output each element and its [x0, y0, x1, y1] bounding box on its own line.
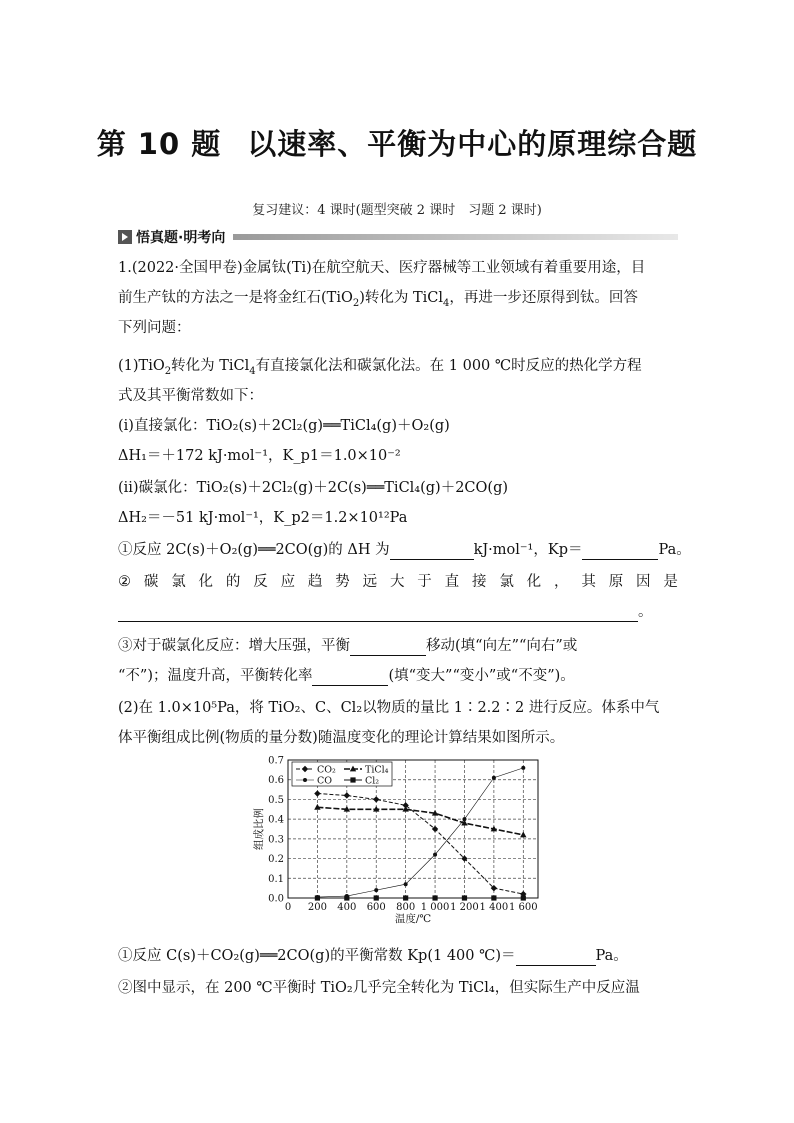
x-tick-label: 400	[337, 902, 357, 913]
y-tick-label: 0.5	[268, 794, 284, 806]
answer-blank-pressure[interactable]	[350, 639, 426, 656]
series-square-point	[403, 895, 408, 900]
y-tick-label: 0.1	[268, 873, 284, 885]
series-square-point	[315, 895, 320, 900]
spaced-char: 趋	[307, 574, 323, 590]
y-tick-label: 0.7	[268, 755, 284, 767]
part2-line2: 体平衡组成比例(物质的量分数)随温度变化的理论计算结果如图所示。	[118, 730, 565, 746]
x-tick-label: 1 600	[508, 902, 538, 913]
spaced-char: 直	[444, 574, 460, 590]
section-title: 悟真题·明考向	[136, 230, 226, 246]
section-header	[118, 226, 678, 248]
answer-blank-temperature[interactable]	[312, 669, 388, 686]
series-square-point	[344, 895, 349, 900]
series-square-point	[521, 895, 526, 900]
question-intro-line2: 前生产钛的方法之一是将金红石(TiO$_2$)转化为 TiCl$_4$，再进一步还原得到钛。回答	[118, 290, 638, 309]
answer-blank-kp[interactable]	[582, 543, 658, 560]
play-icon	[118, 230, 132, 244]
part2-line1: (2)在 1.0×10⁵Pa，将 TiO₂、C、Cl₂以物质的量比 1∶2.2∶2 进行反应。体系中气	[118, 700, 660, 716]
spaced-char: 应	[280, 574, 296, 590]
series-dot-line	[317, 768, 523, 897]
reaction2-equation: (ⅱ)碳氯化：TiO₂(s)＋2Cl₂(g)＋2C(s)══TiCl₄(g)＋2CO(g)	[118, 480, 509, 496]
chart-svg	[248, 752, 548, 936]
reaction2-enthalpy: ΔH₂＝－51 kJ·mol⁻¹，K_p2＝1.2×10¹²Pa	[118, 510, 408, 526]
answer-blank-reason[interactable]	[118, 605, 638, 622]
page-title: 第 10 题 以速率、平衡为中心的原理综合题	[96, 127, 698, 161]
spaced-char: 原	[608, 574, 624, 590]
series-dot-point	[374, 888, 378, 892]
section-rule	[233, 234, 678, 240]
y-tick-label: 0.3	[268, 834, 284, 846]
spaced-char: 化	[198, 574, 214, 590]
composition-chart	[248, 752, 548, 936]
study-suggestion: 复习建议：4 课时(题型突破 2 课时 习题 2 课时)	[252, 203, 542, 218]
spaced-char: 是	[663, 574, 678, 590]
series-triangle-point	[520, 832, 526, 838]
part1-line2: 式及其平衡常数如下：	[118, 388, 263, 404]
series-dot-point	[462, 817, 466, 821]
part1-line1: (1)TiO$_2$转化为 TiCl$_4$有直接氯化法和碳氯化法。在 1 000 ℃时反应的热化学方程	[118, 358, 642, 377]
series-diamond-point	[344, 792, 350, 798]
series-dot-point	[404, 882, 408, 886]
x-tick-label: 1 200	[450, 902, 479, 913]
spaced-char: 化	[526, 574, 542, 590]
x-tick-label: 0	[284, 902, 292, 913]
legend-label: CO	[317, 775, 333, 787]
x-axis-label: 温度/℃	[394, 913, 432, 925]
series-square-point	[432, 895, 437, 900]
spaced-char: 氯	[499, 574, 514, 590]
x-tick-label: 600	[366, 902, 386, 913]
spaced-char: 大	[389, 574, 405, 590]
x-tick-label: 200	[307, 902, 327, 913]
reaction1-equation: (ⅰ)直接氯化：TiO₂(s)＋2Cl₂(g)══TiCl₄(g)＋O₂(g)	[118, 418, 450, 434]
spaced-char: 氯	[171, 574, 186, 590]
subquestion-3-line2: “不”)；温度升高，平衡转化率 (填“变大”“变小”或“不变”)。	[118, 668, 575, 684]
y-tick-label: 0.2	[268, 854, 284, 866]
x-tick-label: 1 400	[479, 902, 509, 913]
legend-dot-point	[303, 778, 307, 782]
question-intro-line1: 1.(2022·全国甲卷)金属钛(Ti)在航空航天、医疗器械等工业领域有着重要用途，目	[118, 260, 646, 276]
subquestion-1: ①反应 2C(s)＋O₂(g)══2CO(g)的 ΔH 为 kJ·mol⁻¹，Kp＝ Pa。	[118, 542, 691, 558]
y-axis-label: 组成比例	[253, 808, 265, 850]
legend-label: Cl₂	[365, 775, 380, 787]
spaced-char: ，	[554, 574, 569, 590]
series-dot-point	[521, 766, 525, 770]
spaced-char: 碳	[143, 574, 159, 590]
y-tick-label: 0.0	[268, 893, 284, 905]
spaced-char: 其	[581, 574, 596, 590]
answer-blank-kp1400[interactable]	[516, 949, 596, 966]
series-diamond-point	[314, 790, 320, 796]
y-tick-label: 0.6	[268, 775, 284, 787]
answer-blank-dh[interactable]	[390, 543, 474, 560]
subquestion-3-line1: ③对于碳氯化反应：增大压强，平衡 移动(填“向左”“向右”或	[118, 638, 578, 654]
spaced-char: 因	[636, 574, 651, 590]
series-square-point	[462, 895, 467, 900]
spaced-char: 势	[335, 574, 350, 590]
subquestion-4: ①反应 C(s)＋CO₂(g)══2CO(g)的平衡常数 Kp(1 400 ℃)＝ Pa。	[118, 948, 628, 964]
x-tick-label: 1 000	[420, 902, 450, 913]
legend-label: TiCl₄	[365, 764, 389, 776]
question-intro-line3: 下列问题：	[118, 320, 191, 336]
series-dot-point	[492, 776, 496, 780]
series-dot-point	[433, 853, 437, 857]
series-diamond-point	[373, 796, 379, 802]
spaced-char: 的	[225, 574, 241, 590]
spaced-char: 反	[253, 574, 268, 590]
reaction1-enthalpy: ΔH₁＝＋172 kJ·mol⁻¹，K_p1＝1.0×10⁻²	[118, 448, 401, 464]
spaced-char: ②	[118, 574, 131, 590]
subquestion-2	[118, 572, 678, 592]
spaced-char: 于	[417, 574, 432, 590]
legend-label: CO₂	[317, 764, 336, 776]
subquestion-5: ②图中显示，在 200 ℃平衡时 TiO₂几乎完全转化为 TiCl₄，但实际生产中反应温	[118, 980, 640, 996]
spaced-char: 远	[362, 574, 378, 590]
series-square-point	[374, 895, 379, 900]
spaced-char: 接	[471, 574, 487, 590]
y-tick-label: 0.4	[268, 814, 284, 826]
subquestion-2-answer: 。	[118, 602, 678, 622]
x-tick-label: 800	[396, 902, 416, 913]
series-square-point	[491, 895, 496, 900]
legend-square-point	[350, 777, 355, 782]
